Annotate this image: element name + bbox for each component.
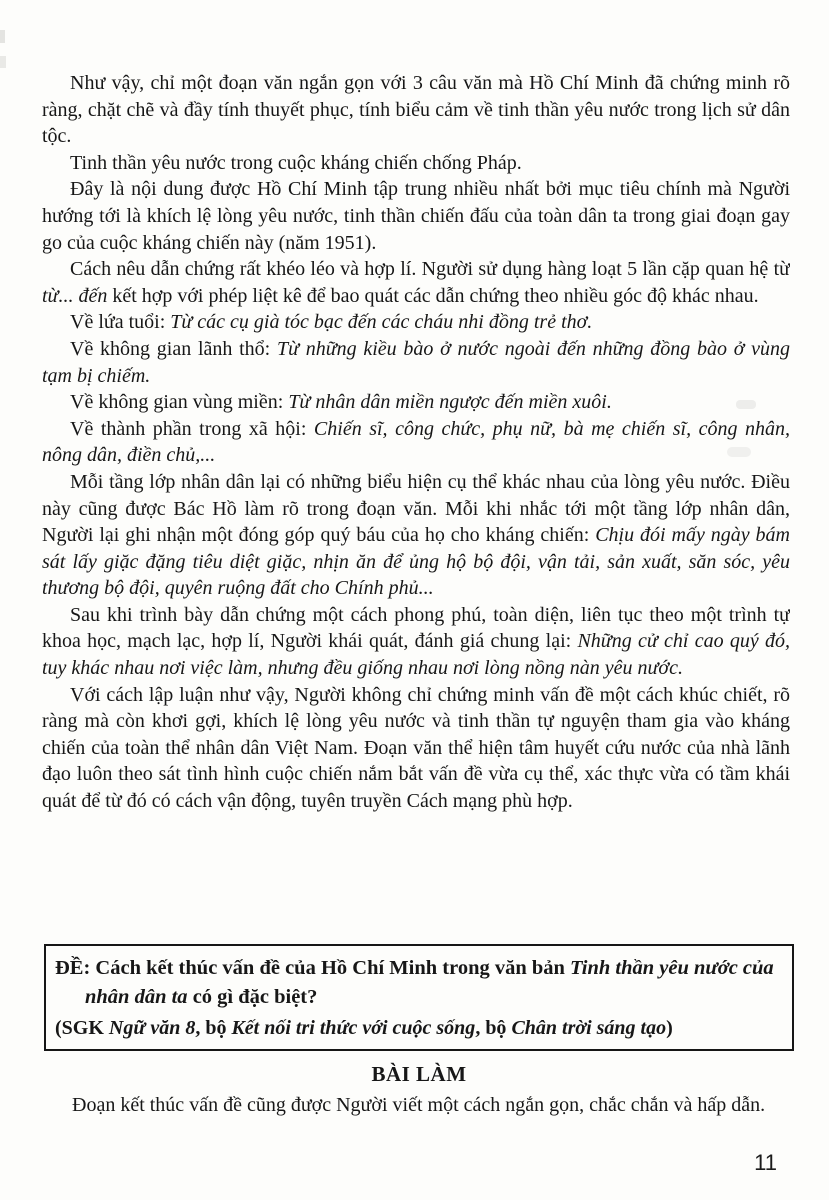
- text-segment: Đây là nội dung được Hồ Chí Minh tập trung nhiều nhất bởi mục tiêu chính mà Người hướng tới là khích lệ lòng yêu nước, tinh thần chiến đấu của toàn dân ta trong giai đoạn gay go của cuộc kháng chiến này (năm 1951).: [42, 178, 790, 254]
- exercise-source: [55, 1014, 782, 1043]
- page-number: 11: [754, 1150, 777, 1175]
- text-segment: ): [666, 1017, 673, 1039]
- body-paragraph: [42, 602, 790, 682]
- text-segment-italic: Kết nối tri thức với cuộc sống: [231, 1017, 476, 1039]
- text-segment-italic: Chịu đói mấy ngày bám sát lấy giặc đặng tiêu diệt giặc, nhịn ăn để ủng hộ bộ đội, vận tải, sản xuất, săn sóc, yêu thương bộ đội, quyên ruộng đất cho Chính phủ...: [42, 524, 790, 600]
- text-segment: Đoạn kết thúc vấn đề cũng được Người viết một cách ngắn gọn, chắc chắn và hấp dẫn.: [72, 1093, 766, 1116]
- body-paragraph: [42, 682, 790, 815]
- text-segment-italic: Chân trời sáng tạo: [511, 1017, 667, 1039]
- text-segment-italic: từ... đến: [42, 284, 108, 307]
- text-segment: , bộ: [195, 1017, 232, 1039]
- exercise-question: [55, 954, 782, 1011]
- text-segment: Về thành phần trong xã hội:: [70, 417, 314, 440]
- text-segment-italic: Từ các cụ già tóc bạc đến các cháu nhi đồng trẻ thơ.: [170, 311, 593, 334]
- text-segment-italic: Chiến sĩ, công chức, phụ nữ, bà mẹ chiến sĩ, công nhân, nông dân, điền chủ,...: [42, 417, 790, 467]
- body-paragraph: [42, 256, 790, 309]
- scan-artifact: [0, 56, 6, 68]
- text-segment: Mỗi tầng lớp nhân dân lại có những biểu hiện cụ thể khác nhau của lòng yêu nước. Điều này cũng được Bác Hồ làm rõ trong đoạn văn. Mỗi khi nhắc tới một tầng lớp nhân dân, Người lại ghi nhận một đóng góp quý báu của họ cho kháng chiến:: [42, 470, 790, 547]
- text-segment: kết hợp với phép liệt kê để bao quát các dẫn chứng theo nhiều góc độ khác nhau.: [107, 284, 759, 307]
- body-paragraph: [42, 389, 790, 416]
- body-paragraph: [42, 416, 790, 469]
- text-segment-italic: Tinh thần yêu nước của nhân dân ta: [85, 957, 774, 1008]
- text-segment: Sau khi trình bày dẫn chứng một cách phong phú, toàn diện, liên tục theo một trình tự khoa học, mạch lạc, hợp lí, Người khái quát, đánh giá chung lại:: [42, 603, 790, 653]
- text-segment: Như vậy, chỉ một đoạn văn ngắn gọn với 3 câu văn mà Hồ Chí Minh đã chứng minh rõ ràng, chặt chẽ và đầy tính thuyết phục, tính biểu cảm về tinh thần yêu nước trong lịch sử dân tộc.: [42, 72, 790, 148]
- text-segment: Với cách lập luận như vậy, Người không chỉ chứng minh vấn đề một cách khúc chiết, rõ ràng mà còn khơi gợi, khích lệ lòng yêu nước và tinh thần tự nguyện tham gia vào kháng chiến của toàn thể nhân dân Việt Nam. Đoạn văn thể hiện tâm huyết cứu nước của nhà lãnh đạo luôn theo sát tình hình cuộc chiến nắm bắt vấn đề vừa cụ thể, xác thực vừa có tầm khái quát để từ đó có cách vận động, tuyên truyền Cách mạng phù hợp.: [42, 683, 790, 813]
- body-paragraph: [42, 176, 790, 256]
- text-segment: ĐỀ: Cách kết thúc vấn đề của Hồ Chí Minh trong văn bản: [55, 957, 571, 979]
- text-segment: Về không gian vùng miền:: [70, 391, 289, 414]
- text-segment: (SGK: [55, 1017, 109, 1039]
- text-segment: Về lứa tuổi:: [70, 311, 171, 334]
- lower-section: [44, 944, 794, 1118]
- answer-paragraph: [44, 1092, 794, 1119]
- text-segment-italic: Từ những kiều bào ở nước ngoài đến những đồng bào ở vùng tạm bị chiếm.: [42, 337, 790, 387]
- body-paragraph: [42, 150, 790, 177]
- answer-heading: BÀI LÀM: [371, 1061, 467, 1086]
- text-segment: Về không gian lãnh thổ:: [70, 337, 277, 360]
- body-paragraph: [42, 469, 790, 602]
- text-segment-italic: Ngữ văn 8: [108, 1017, 196, 1039]
- exercise-box: [44, 944, 794, 1051]
- scan-artifact: [0, 30, 5, 43]
- text-segment: Tinh thần yêu nước trong cuộc kháng chiến chống Pháp.: [70, 151, 522, 174]
- text-segment-italic: Những cử chỉ cao quý đó, tuy khác nhau nơi việc làm, nhưng đều giống nhau nơi lòng nồng nàn yêu nước.: [42, 630, 790, 680]
- body-paragraph: [42, 70, 790, 150]
- text-segment: có gì đặc biệt?: [187, 985, 318, 1008]
- text-segment: Cách nêu dẫn chứng rất khéo léo và hợp lí. Người sử dụng hàng loạt 5 lần cặp quan hệ từ: [70, 258, 790, 281]
- body-text: [42, 70, 790, 946]
- body-paragraph: [42, 309, 790, 336]
- text-segment: , bộ: [475, 1017, 512, 1039]
- text-segment-italic: Từ nhân dân miền ngược đến miền xuôi.: [288, 391, 612, 414]
- body-paragraph: [42, 336, 790, 389]
